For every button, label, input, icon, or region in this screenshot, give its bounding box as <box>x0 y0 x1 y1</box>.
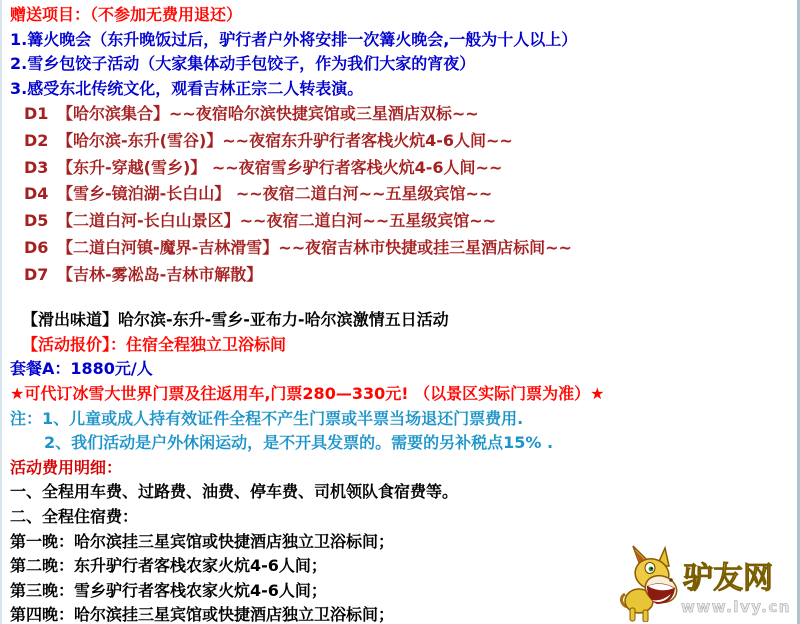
costs-night-2: 第二晚：东升驴行者客栈农家火炕4-6人间； <box>10 556 327 576</box>
ticket-note: ★可代订冰雪大世界门票及往返用车,门票280—330元! （以景区实际门票为准）★ <box>10 384 605 404</box>
itinerary-section <box>2 101 797 288</box>
donkey-logo-icon <box>619 544 791 622</box>
day-text: 【哈尔滨集合】~~夜宿哈尔滨快捷宾馆或三星酒店双标~~ <box>57 104 479 124</box>
gift-title: 赠送项目：（不参加无费用退还） <box>10 5 243 24</box>
costs-night-3: 第三晚：雪乡驴行者客栈农家火炕4-6人间； <box>10 580 327 600</box>
day-text: 【雪乡-镜泊湖-长白山】 ~~夜宿二道白河~~五星级宾馆~~ <box>57 184 493 204</box>
itinerary-day-1 <box>2 101 797 128</box>
costs-night-1: 第一晚：哈尔滨挂三星宾馆或快捷酒店独立卫浴标间； <box>10 531 395 551</box>
note-2: 2、我们活动是户外休闲运动，是不开具发票的。需要的另补税点15% . <box>44 433 554 453</box>
offer-section <box>2 308 797 456</box>
costs-night-4: 第四晚：哈尔滨挂三星宾馆或快捷酒店独立卫浴标间； <box>10 605 395 624</box>
site-url-text: www.lvy.cn <box>681 598 791 616</box>
lvy-watermark <box>619 544 791 622</box>
day-text: 【二道白河-长白山景区】~~夜宿二道白河~~五星级宾馆~~ <box>57 211 497 231</box>
day-code: D7 <box>24 264 49 284</box>
costs-header: 活动费用明细： <box>10 457 123 477</box>
itinerary-day-7 <box>2 262 797 289</box>
price-header: 【活动报价】：住宿全程独立卫浴标间 <box>22 334 287 354</box>
day-code: D1 <box>24 104 49 124</box>
gift-item-2: 2.雪乡包饺子活动（大家集体动手包饺子，作为我们大家的宵夜） <box>10 54 476 74</box>
itinerary-day-2 <box>2 128 797 155</box>
itinerary-day-6 <box>2 235 797 262</box>
day-code: D3 <box>24 157 49 177</box>
itinerary-day-5 <box>2 208 797 235</box>
itinerary-day-3 <box>2 155 797 182</box>
gift-section <box>2 0 797 101</box>
gift-item-3: 3.感受东北传统文化，观看吉林正宗二人转表演。 <box>10 78 364 98</box>
route-title: 【滑出味道】哈尔滨-东升-雪乡-亚布力-哈尔滨激情五日活动 <box>22 310 449 330</box>
day-text: 【东升-穿越(雪乡)】 ~~夜宿雪乡驴行者客栈火炕4-6人间~~ <box>57 157 503 177</box>
day-code: D4 <box>24 184 49 204</box>
costs-line-2: 二、全程住宿费： <box>10 507 139 527</box>
day-text: 【二道白河镇-魔界-吉林滑雪】~~夜宿吉林市快捷或挂三星酒店标间~~ <box>57 237 572 257</box>
day-text: 【吉林-雾凇岛-吉林市解散】 <box>57 264 263 284</box>
gift-item-1: 1.篝火晚会（东升晚饭过后，驴行者户外将安排一次篝火晚会,一般为十人以上） <box>10 29 578 49</box>
costs-line-1: 一、全程用车费、过路费、油费、停车费、司机领队食宿费等。 <box>10 482 459 502</box>
itinerary-day-4 <box>2 181 797 208</box>
day-code: D6 <box>24 237 49 257</box>
site-name-text: 驴友网 <box>683 561 773 596</box>
note-1: 注：1、儿童或成人持有效证件全程不产生门票或半票当场退还门票费用. <box>10 408 524 428</box>
package-price: 套餐A：1880元/人 <box>10 359 153 379</box>
day-code: D2 <box>24 131 49 151</box>
day-text: 【哈尔滨-东升(雪谷)】~~夜宿东升驴行者客栈火炕4-6人间~~ <box>57 131 513 151</box>
day-code: D5 <box>24 211 49 231</box>
